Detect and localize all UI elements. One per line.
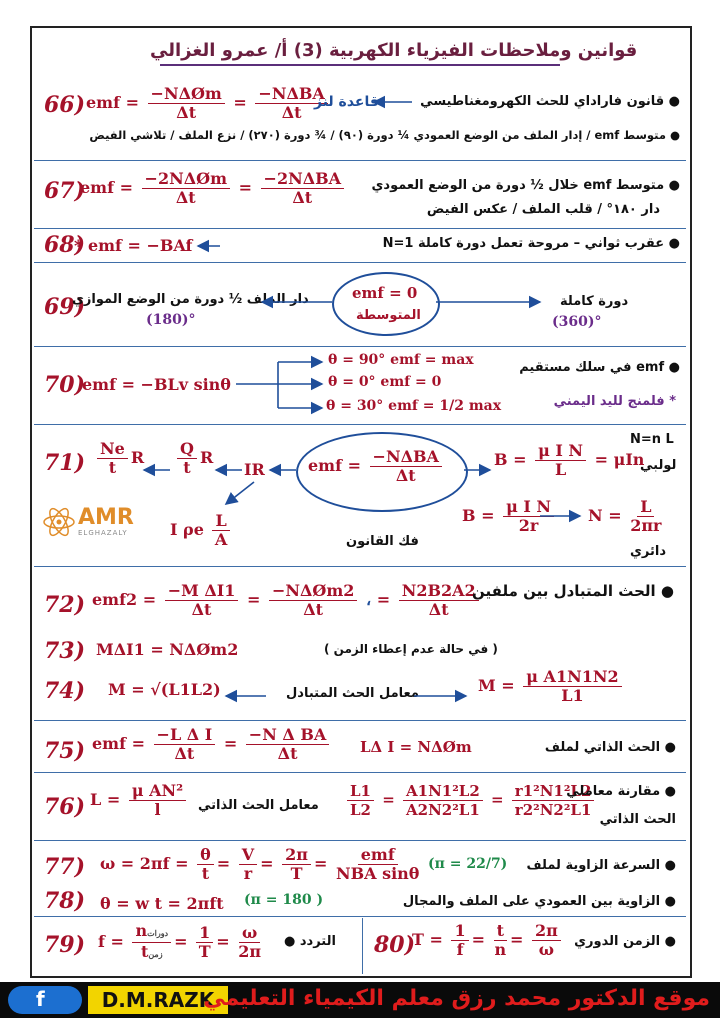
law-number-77: 77): [44, 854, 86, 880]
average-emf-text: ● متوسط emf / إدار الملف من الوضع العمودي ¼ دورة (٩٠) / ¾ دورة (٢٧٠) / نزع الملف / تلاشي الفيض: [89, 128, 680, 142]
emf-center: emf = $\frac{\text{−NΔBA}}{\Delta t}$: [308, 448, 445, 485]
flip-coil-text: دار ١٨٠° / قلب الملف / عكس الفيض: [426, 202, 660, 217]
solenoid-label: لولبي: [640, 458, 677, 473]
formula-80: T = $\frac{1}{f}$ = $\frac{t}{n}$ = $\frac{2\pi}{\omega}$: [412, 922, 564, 959]
faraday-law-text: ● قانون فاراداي للحث الكهرومغناطيسي: [420, 94, 680, 109]
footer-site-text: موقع الدكتور محمد رزق معلم الكيمياء التعليمي: [203, 986, 710, 1011]
mutual-induction-title: ● الحث المتبادل بين ملفين: [472, 582, 674, 600]
law-number-68: 68): [44, 232, 86, 258]
law-number-74: 74): [44, 678, 86, 704]
facebook-badge[interactable]: [8, 986, 82, 1014]
mutual-coefficient-label: معامل الحث المتبادل: [286, 686, 419, 701]
logo-text: AMR: [78, 505, 134, 530]
formula-78: θ = w t = 2πft: [100, 894, 224, 913]
pi-fraction: (π = 22/7): [428, 856, 508, 872]
circular-label: دائري: [630, 544, 667, 559]
case-0: θ = 0° emf = 0: [328, 374, 442, 390]
facebook-icon: f: [36, 987, 45, 1011]
law-number-72: 72): [44, 592, 86, 618]
q-over-t: $\frac{Q}{t}$ R: [174, 440, 213, 477]
footer-brand: D.M.RAZK: [88, 986, 228, 1014]
angle-text: ● الزاوية بين العمودي على الملف والمجال: [402, 894, 676, 909]
angular-velocity-text: ● السرعة الزاوية لملف: [526, 858, 676, 873]
formula-75: emf = $\frac{\text{−L Δ I}}{\Delta t}$ = $\frac{\text{−N Δ BA}}{\Delta t}$: [92, 726, 332, 763]
decode-law-label: فك القانون: [346, 534, 419, 549]
case-90: θ = 90° emf = max: [328, 352, 474, 368]
law-number-78: 78): [44, 888, 86, 914]
formula-72: emf2 = $\frac{\text{−M ΔI1}}{\Delta t}$ = $\frac{\text{−NΔØm2}}{\Delta t}$ ، = $\frac{N2B2A2}{\Delta t}$: [92, 582, 482, 619]
resistivity-term: I ρe $\frac{L}{A}$: [170, 512, 233, 549]
law-number-75: 75): [44, 738, 86, 764]
half-cycle-parallel-text: دار الملف ½ دورة من الوضع الموازي: [72, 292, 309, 307]
ne-over-t: $\frac{Ne}{t}$ R: [94, 440, 144, 477]
fleming-text: * فلمنج لليد اليمني: [553, 394, 676, 409]
b-circular: B = $\frac{\text{μ I N}}{2r}$: [462, 498, 557, 535]
formula-73: MΔI1 = NΔØm2: [96, 640, 239, 659]
law-number-71: 71): [44, 450, 86, 476]
formula-68: * emf = −BAf: [74, 236, 193, 255]
law-number-67: 67): [44, 178, 86, 204]
footer-bar: [0, 982, 720, 1018]
n-equals-nl: N=n L: [630, 432, 674, 447]
emf-zero: emf = 0: [352, 284, 418, 302]
page-title: قوانين وملاحظات الفيزياء الكهربية (3) أ/ عمرو الغزالي: [150, 40, 638, 61]
formula-74: M = √(L1L2): [108, 680, 221, 699]
formula-76: L = $\frac{\text{μ AN²}}{l}$: [90, 782, 189, 819]
ir-term: IR: [244, 460, 265, 479]
average-label: المتوسطة: [356, 308, 421, 323]
frequency-text: التردد ●: [284, 934, 336, 949]
formula-70: emf = −BLv sinθ: [82, 375, 231, 394]
b-solenoid: B = $\frac{\text{μ I N}}{L}$ = μIn: [494, 441, 645, 479]
formula-74-rhs: M = $\frac{\text{μ A1N1N2}}{L1}$: [478, 668, 625, 705]
arrow-71-rho: [226, 482, 254, 504]
pi-180: (π = 180 ): [244, 892, 324, 908]
formula-79: f = $\frac{\text{nدورات}}{\text{tزمن}}$ = $\frac{1}{T}$ = $\frac{\omega}{2\pi}$: [98, 921, 262, 961]
comparison-text-2: الحث الذاتي: [599, 812, 676, 827]
formula-67: emf = $\frac{\text{−2NΔØm}}{\Delta t}$ = $\frac{\text{−2NΔBA}}{\Delta t}$: [80, 170, 347, 207]
fan-text: ● عقرب ثواني – مروحة تعمل دورة كاملة N=1: [382, 236, 680, 251]
logo-subtext: ELGHAZALY: [78, 529, 128, 537]
deg-180: (180)°: [146, 312, 196, 328]
law-number-79: 79): [44, 932, 86, 958]
law-number-73: 73): [44, 638, 86, 664]
full-cycle-text: دورة كاملة: [560, 294, 629, 309]
case-30: θ = 30° emf = 1/2 max: [326, 398, 502, 414]
law-number-80: 80): [374, 932, 416, 958]
comparison-formula: $\frac{L1}{L2}$ = $\frac{\text{A1N1²L2}}{\text{A2N2²L1}}$ = $\frac{\text{r1²N1²L2}}{\text{r2²N2²L1}}$: [344, 782, 597, 819]
self-coefficient-label: معامل الحث الذاتي: [198, 798, 319, 813]
no-time-note: ( في حالة عدم إعطاء الزمن ): [324, 642, 498, 656]
lenz-rule: قاعدة لنز: [314, 94, 379, 110]
law-number-76: 76): [44, 794, 86, 820]
law-number-66: 66): [44, 92, 86, 118]
formula-75-rhs: LΔ I = NΔØm: [360, 738, 472, 756]
straight-wire-text: ● emf في سلك مستقيم: [519, 360, 680, 375]
n-turns: N = $\frac{L}{2\pi r}$: [588, 497, 662, 535]
self-induction-text: ● الحث الذاتي لملف: [544, 740, 676, 755]
half-cycle-text: ● متوسط emf خلال ½ دورة من الوضع العمودي: [371, 178, 680, 193]
formula-66: emf = $\frac{\text{−NΔØm}}{\Delta t}$ = $\frac{\text{−NΔBA}}{\Delta t}$: [86, 85, 331, 122]
period-text: ● الزمن الدوري: [574, 934, 676, 949]
deg-360: (360)°: [552, 314, 602, 330]
law-number-69: 69): [44, 294, 86, 320]
law-number-70: 70): [44, 372, 86, 398]
comparison-text-1: ● مقارنة معاملي: [566, 784, 676, 799]
formula-77: ω = 2πf = $\frac{\theta}{t}$ = $\frac{V}{r}$ = $\frac{2\pi}{T}$ = $\frac{\text{emf}}{\text{NBA sinθ}}$: [100, 845, 420, 883]
